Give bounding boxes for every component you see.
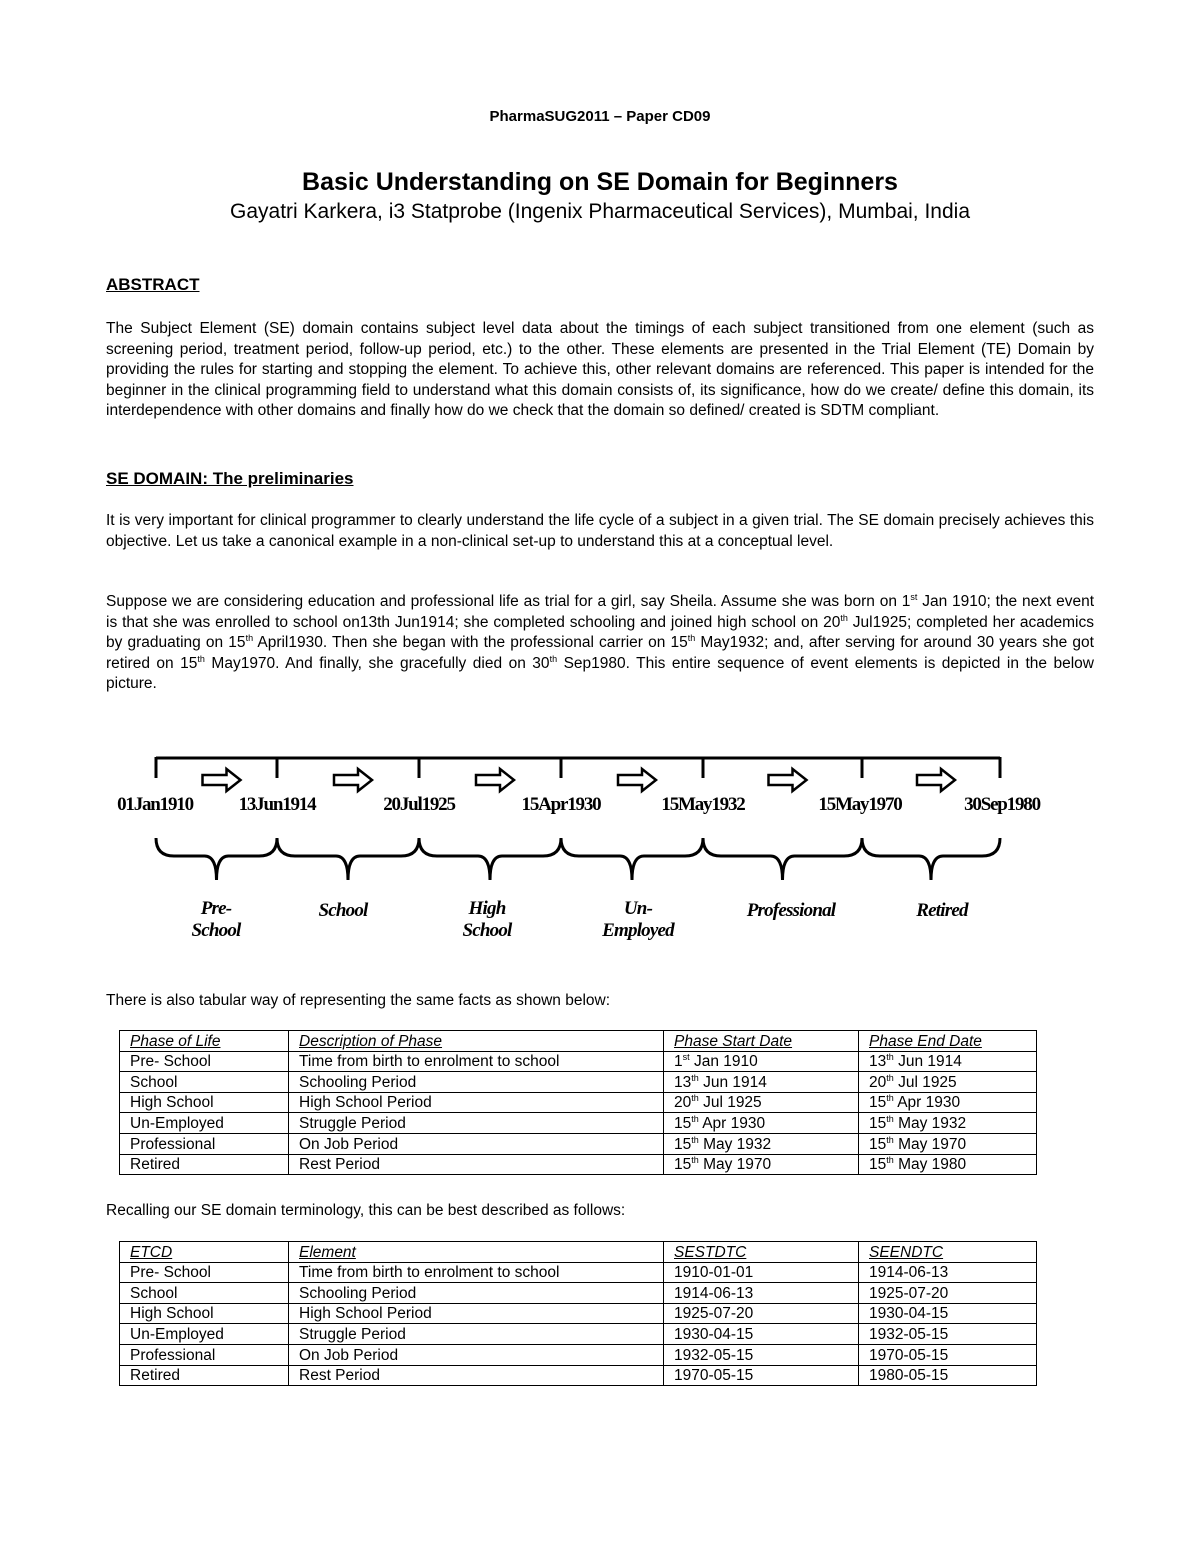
table-cell: 1925-07-20 — [664, 1303, 859, 1324]
paper-header: PharmaSUG2011 – Paper CD09 — [489, 108, 711, 125]
table-row — [120, 1133, 1037, 1154]
table-cell: Schooling Period — [289, 1072, 664, 1093]
table-cell: 1925-07-20 — [859, 1283, 1037, 1304]
table-row — [120, 1051, 1037, 1072]
table-cell: 15th May 1970 — [664, 1154, 859, 1175]
table-cell: On Job Period — [289, 1344, 664, 1365]
timeline-date-label: 01Jan1910 — [117, 794, 193, 815]
timeline-phase-label: Un- — [623, 898, 653, 919]
table-row — [120, 1283, 1037, 1304]
table-cell: 20th Jul 1925 — [859, 1072, 1037, 1093]
column-header: SESTDTC — [664, 1242, 859, 1263]
paper-title: Basic Understanding on SE Domain for Beginners — [302, 168, 898, 196]
table-cell: Struggle Period — [289, 1113, 664, 1134]
se-domain-table — [119, 1241, 1037, 1386]
table-row — [120, 1262, 1037, 1283]
right-arrow-icon — [476, 769, 514, 791]
table2-intro: Recalling our SE domain terminology, this can be best described as follows: — [106, 1202, 626, 1219]
table-row — [120, 1154, 1037, 1175]
timeline-date-label: 15Apr1930 — [521, 794, 601, 815]
table-cell: 13th Jun 1914 — [664, 1072, 859, 1093]
table-cell: 1932-05-15 — [859, 1324, 1037, 1345]
author-line: Gayatri Karkera, i3 Statprobe (Ingenix Pharmaceutical Services), Mumbai, India — [230, 200, 970, 223]
table-cell: 1980-05-15 — [859, 1365, 1037, 1386]
table-cell: 20th Jul 1925 — [664, 1092, 859, 1113]
table-cell: 15th May 1932 — [859, 1113, 1037, 1134]
curly-brace — [561, 838, 703, 880]
timeline-phase-label: School — [191, 920, 241, 941]
abstract-heading: ABSTRACT — [106, 275, 200, 294]
table-header-row — [120, 1031, 1037, 1052]
timeline-phase-label: School — [462, 920, 512, 941]
table-row — [120, 1303, 1037, 1324]
table-cell: Retired — [120, 1365, 289, 1386]
table-cell: 1930-04-15 — [859, 1303, 1037, 1324]
table-cell: On Job Period — [289, 1133, 664, 1154]
right-arrow-icon — [334, 769, 372, 791]
column-header: Element — [289, 1242, 664, 1263]
table-row — [120, 1072, 1037, 1093]
table-cell: 15th Apr 1930 — [664, 1113, 859, 1134]
timeline-date-label: 13Jun1914 — [238, 794, 316, 815]
table-cell: 15th Apr 1930 — [859, 1092, 1037, 1113]
curly-brace — [862, 838, 1000, 880]
right-arrow-icon — [917, 769, 955, 791]
timeline-date-label: 30Sep1980 — [964, 794, 1040, 815]
column-header: Description of Phase — [289, 1031, 664, 1052]
prelim-paragraph-2: Suppose we are considering education and professional life as trial for a girl, say Sheila. Assume she was born on 1st Jan 1910; the next event is that she was enrolled to school on13th Jun1914; she completed schooling and joined high school on 20th Jul1925; completed her academics by graduating on 15th April1930. Then she began with the professional carrier on 15th May1932; and, after serving for around 30 years she got retired on 15th May1970. And finally, she gracefully died on 30th Sep1980. This entire sequence of event elements is depicted in the below picture. — [106, 592, 1094, 692]
table-cell: 1914-06-13 — [664, 1283, 859, 1304]
table-cell: School — [120, 1283, 289, 1304]
column-header: SEENDTC — [859, 1242, 1037, 1263]
table-cell: High School Period — [289, 1092, 664, 1113]
table-cell: Schooling Period — [289, 1283, 664, 1304]
table-cell: 1932-05-15 — [664, 1344, 859, 1365]
column-header: Phase Start Date — [664, 1031, 859, 1052]
table-cell: High School Period — [289, 1303, 664, 1324]
table-cell: 1970-05-15 — [664, 1365, 859, 1386]
table-row — [120, 1324, 1037, 1345]
timeline-phase-label: Employed — [602, 920, 674, 941]
table-cell: High School — [120, 1303, 289, 1324]
table-cell: High School — [120, 1092, 289, 1113]
curly-brace — [703, 838, 862, 880]
timeline-date-label: 15May1970 — [818, 794, 902, 815]
table-cell: 13th Jun 1914 — [859, 1051, 1037, 1072]
table-cell: 1930-04-15 — [664, 1324, 859, 1345]
timeline-date-label: 20Jul1925 — [383, 794, 455, 815]
table-cell: Professional — [120, 1344, 289, 1365]
table-cell: Rest Period — [289, 1365, 664, 1386]
table-cell: 1st Jan 1910 — [664, 1051, 859, 1072]
timeline-phase-label: High — [468, 898, 506, 919]
timeline-date-label: 15May1932 — [661, 794, 745, 815]
table-cell: School — [120, 1072, 289, 1093]
table-cell: 15th May 1980 — [859, 1154, 1037, 1175]
column-header: Phase End Date — [859, 1031, 1037, 1052]
prelim-paragraph-1: It is very important for clinical programmer to clearly understand the life cycle of a subject in a given trial. The SE domain precisely achieves this objective. Let us take a canonical example in a non-clinical set-up to understand this at a conceptual level. — [106, 512, 1094, 550]
timeline-phase-label: Pre- — [200, 898, 232, 919]
table-cell: Retired — [120, 1154, 289, 1175]
phase-of-life-table — [119, 1030, 1037, 1175]
table-cell: 1970-05-15 — [859, 1344, 1037, 1365]
timeline-phase-label: School — [318, 900, 368, 921]
table-row — [120, 1344, 1037, 1365]
table-cell: Professional — [120, 1133, 289, 1154]
timeline-phase-label: Retired — [916, 900, 968, 921]
table-cell: Time from birth to enrolment to school — [289, 1051, 664, 1072]
table-cell: Rest Period — [289, 1154, 664, 1175]
table1-intro: There is also tabular way of representing the same facts as shown below: — [106, 992, 611, 1009]
table-cell: 15th May 1932 — [664, 1133, 859, 1154]
right-arrow-icon — [618, 769, 656, 791]
table-cell: 15th May 1970 — [859, 1133, 1037, 1154]
timeline-phase-label: Professional — [746, 900, 836, 921]
table-row — [120, 1365, 1037, 1386]
table-cell: Struggle Period — [289, 1324, 664, 1345]
column-header: ETCD — [120, 1242, 289, 1263]
curly-brace — [277, 838, 419, 880]
curly-brace — [419, 838, 561, 880]
table-cell: Pre- School — [120, 1262, 289, 1283]
table-cell: Time from birth to enrolment to school — [289, 1262, 664, 1283]
table-row — [120, 1092, 1037, 1113]
table-cell: 1914-06-13 — [859, 1262, 1037, 1283]
right-arrow-icon — [769, 769, 807, 791]
abstract-text: The Subject Element (SE) domain contains subject level data about the timings of each subject transitioned from one element (such as screening period, treatment period, follow-up period, etc.) to the other. These elements are presented in the Trial Element (TE) Domain by providing the rules for starting and stopping the element. To achieve this, other relevant domains are referenced. This paper is intended for the beginner in the clinical programming field to understand what this domain consists of, its significance, how do we create/ define this domain, its interdependence with other domains and finally how do we check that the domain so defined/ created is SDTM compliant. — [106, 320, 1094, 419]
right-arrow-icon — [203, 769, 241, 791]
table-header-row — [120, 1242, 1037, 1263]
table-cell: 1910-01-01 — [664, 1262, 859, 1283]
table-cell: Un-Employed — [120, 1324, 289, 1345]
column-header: Phase of Life — [120, 1031, 289, 1052]
table-row — [120, 1113, 1037, 1134]
table-cell: Un-Employed — [120, 1113, 289, 1134]
curly-brace — [156, 838, 277, 880]
life-cycle-timeline-diagram — [0, 740, 1200, 950]
prelim-heading: SE DOMAIN: The preliminaries — [106, 469, 354, 488]
table-cell: Pre- School — [120, 1051, 289, 1072]
